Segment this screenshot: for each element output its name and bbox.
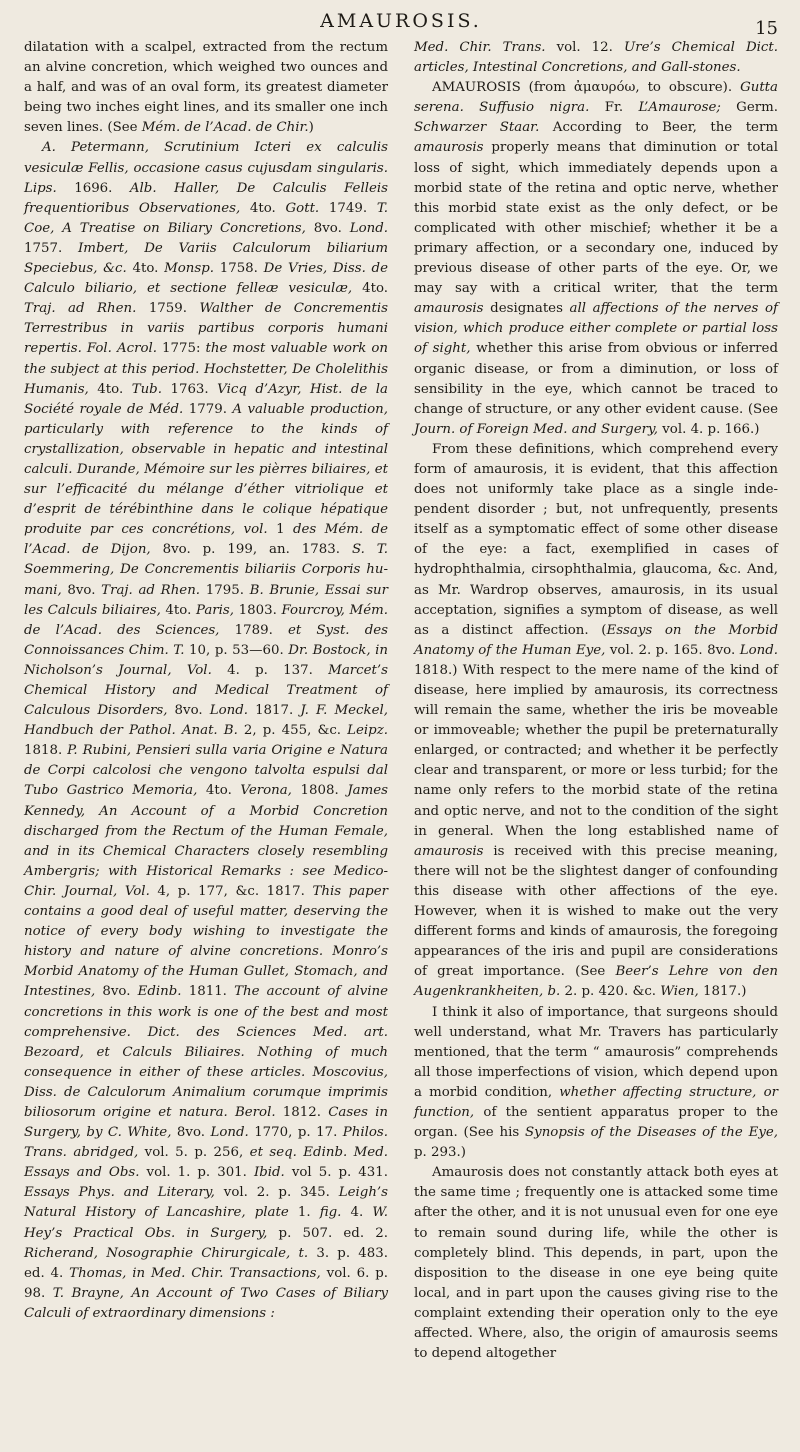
italic-text-run: Thomas, in Med. Chir. Transactions, bbox=[69, 1265, 321, 1281]
left-column bbox=[24, 38, 388, 1364]
italic-text-run: Verona, bbox=[240, 783, 292, 799]
text-run: vol. 4. p. 166.) bbox=[658, 421, 760, 437]
text-run: 1789. bbox=[219, 622, 288, 638]
italic-text-run: James Kennedy, An Account of a Morbid Concretion discharged from the Rectum of the Human Female, and in its Chemical Characters closely resembling Ambergris; with Historical Remarks : see Medico-Chir. Journal, Vol. bbox=[24, 783, 389, 899]
citation-paragraph bbox=[414, 38, 778, 78]
text-run: 1749. bbox=[319, 200, 377, 216]
text-run: of the sentient apparatus proper to the organ. (See his bbox=[414, 1104, 778, 1141]
text-run: 10, p. 53—60. bbox=[184, 642, 289, 658]
text-run: 1 bbox=[267, 522, 293, 538]
text-run: 4to. bbox=[160, 602, 196, 618]
text-run: 1817.) bbox=[698, 984, 747, 1000]
text-run: 8vo. bbox=[61, 582, 102, 598]
text-run: AMAUROSIS (from ἀμαυρόω, to obscure). bbox=[432, 80, 741, 96]
text-run: 4to. bbox=[240, 200, 286, 216]
text-run: I think it also of importance, that surgeons should well understand, what Mr. Travers has particularly mentioned, that the term “ amaurosis” comprehends all those imperfections of vision, which depend upon a morbid condition, bbox=[414, 1004, 778, 1100]
italic-text-run: Philos. Trans. abridged, bbox=[24, 1125, 389, 1161]
text-run: 8vo. bbox=[305, 220, 350, 236]
italic-text-run: Traj. ad Rhen. bbox=[24, 301, 137, 317]
text-run: vol. 6. p. 98. bbox=[24, 1265, 388, 1301]
italic-text-run: fig. bbox=[319, 1205, 342, 1221]
running-title: AMAUROSIS. bbox=[320, 10, 482, 32]
text-run: According to Beer, the term bbox=[539, 120, 778, 136]
text-run: 1759. bbox=[136, 301, 200, 317]
italic-text-run: Lond. bbox=[739, 642, 778, 658]
text-run: 1817. bbox=[247, 703, 301, 719]
italic-text-run: Essays Phys. and Literary, bbox=[24, 1185, 215, 1201]
text-run: p. 507. ed. 2. bbox=[267, 1225, 388, 1241]
italic-text-run: Cases in Surgery, by C. White, bbox=[24, 1104, 388, 1141]
text-run: 4to. bbox=[197, 783, 241, 799]
italic-text-run: et Syst. des Connoissances Chim. T. bbox=[24, 622, 389, 658]
text-run: 1757. bbox=[24, 240, 79, 256]
text-run: 1. bbox=[288, 1205, 320, 1221]
text-run: 2. p. 420. &c. bbox=[560, 984, 661, 1000]
text-run: 1818.) With respect to the mere name of the kind of disease, here implied by amaurosis, its correctness will remain the same, whether the iris be moveable or immoveable; whether the pupil be preternaturally enlarged, or contracted; and whether it be perfectly clear and transparent, or more or less turbid; for the name only refers to the morbid state of the retina and optic nerve, and not to the condition of the sight in general. When the long established name of bbox=[414, 662, 778, 839]
text-run: properly means that diminution or total loss of sight, which immediately depends upon a morbid state of the retina and optic nerve, whether this morbid state exist as the only defect, or be complicated with other mischief; whether it be a primary affection, or a secondary one, induced by previous disease of other parts of the eye. Or, we may say with a critical writer, that the term bbox=[414, 140, 778, 297]
italic-text-run: Alb. Haller, De Calculis Felleis frequentioribus Observationes, bbox=[24, 180, 388, 216]
text-run: vol. 12. bbox=[545, 40, 624, 55]
text-run: 8vo. bbox=[95, 984, 138, 1000]
amaurosis-definition-paragraph bbox=[414, 78, 778, 440]
italic-text-run: This paper contains a good deal of useful matter, deserving the notice of every body wishing to investigate the history and nature of alvine concretions. Monro’s Morbid Anatomy of the Human Gullet, Stomach, and Intestines, bbox=[24, 883, 388, 1000]
italic-text-run: B. Brunie, Essai sur les Calculs biliaires, bbox=[24, 582, 389, 618]
italic-text-run: the most valuable work on the subject at this period. Hochstetter, De Cholelithis Humanis, bbox=[24, 341, 388, 397]
italic-text-run: Tub. bbox=[131, 381, 162, 397]
italic-text-run: De Vries, Diss. de Calculo biliario, et sectione felleæ vesiculæ, bbox=[24, 261, 388, 297]
bibliography-paragraph bbox=[24, 138, 388, 1324]
text-run: 4to. bbox=[126, 261, 165, 277]
italic-text-run: Imbert, De Variis Calculorum biliarium Speciebus, &c. bbox=[24, 240, 388, 277]
italic-text-run: T. Brayne, An Account of Two Cases of Biliary Calculi of extraordinary dimensions : bbox=[24, 1285, 388, 1321]
italic-text-run: Traj. ad Rhen. bbox=[101, 582, 201, 598]
text-run: 4. bbox=[341, 1205, 373, 1221]
italic-text-run: Ibid. bbox=[253, 1165, 285, 1181]
italic-text-run: Gott. bbox=[285, 200, 320, 216]
italic-text-run: Lond. bbox=[349, 220, 388, 236]
paragraph bbox=[414, 1003, 778, 1164]
text-run: Fr. bbox=[589, 100, 639, 116]
text-run: 1795. bbox=[200, 582, 250, 598]
italic-text-run: Mém. de l’Acad. de Chir. bbox=[141, 120, 309, 136]
italic-text-run: Synopsis of the Diseases of the Eye, bbox=[525, 1125, 778, 1141]
text-run: 1763. bbox=[161, 381, 218, 397]
italic-text-run: A. Petermann, Scrutinium Icteri ex calculis vesiculæ Fellis, occasione casus cujusdam singularis. Lips. bbox=[24, 140, 388, 196]
paragraph bbox=[414, 440, 778, 1003]
text-run: Amaurosis does not constantly attack both eyes at the same time ; frequently one is attacked some time after the other, and it is not unusual even for one eye to remain sound during life, while the other is completely blind. This depends, in part, upon the disposition to the disease in one eye being quite local, and in part upon the causes giving rise to the complaint extending their operation only to the eye affected. Where, also, the origin of amaurosis seems to depend altogether bbox=[414, 1165, 778, 1362]
italic-text-run: J. F. Meckel, Handbuch der Pathol. Anat. B. bbox=[24, 703, 389, 739]
text-run: 4. p. 137. bbox=[211, 662, 329, 678]
text-run: p. 293.) bbox=[414, 1145, 466, 1161]
italic-text-run: A valuable production, particularly with reference to the kinds of crystallization, observable in hepatic and intestinal calculi. Durande, Mémoire sur les pièrres biliaires, et sur l’efficacité du mélange d’éther vitriolique et d’esprit de térébinthine dans le colique hépatique produite par ces concrétions, vol. bbox=[24, 401, 389, 538]
italic-text-run: Gutta serena. Suffusio nigra. bbox=[414, 80, 778, 116]
text-run: 8vo. bbox=[171, 1125, 211, 1141]
text-run: 4to. bbox=[88, 381, 132, 397]
italic-text-run: P. Rubini, Pensieri sulla varia Origine e Natura de Corpi calcolosi che vengono talvolta espulsi dal Tubo Gastrico Memoria, bbox=[24, 743, 388, 799]
text-run: vol. 5. p. 256, bbox=[138, 1145, 250, 1161]
text-run: designates bbox=[483, 301, 570, 317]
italic-text-run: Beer’s Lehre von den Augenkrankheiten, b. bbox=[414, 964, 778, 1000]
italic-text-run: amaurosis bbox=[414, 301, 484, 317]
italic-text-run: Leigh’s Natural History of Lancashire, plate bbox=[24, 1185, 389, 1221]
text-run: 1758. bbox=[214, 261, 264, 277]
paragraph bbox=[414, 1163, 778, 1364]
text-run: ) bbox=[308, 120, 314, 136]
italic-text-run: amaurosis bbox=[414, 843, 484, 859]
italic-text-run: Journ. of Foreign Med. and Surgery, bbox=[414, 421, 658, 437]
italic-text-run: Leipz. bbox=[347, 723, 388, 739]
text-run: vol. 2. p. 165. 8vo. bbox=[605, 642, 740, 658]
italic-text-run: Walther de Concrementis Terrestribus in variis partibus corporis humani repertis. Fol. Acrol. bbox=[24, 301, 389, 357]
italic-text-run: The account of alvine concretions in this work is one of the best and most comprehensive. Dict. des Sciences Med. art. Bezoard, et Calculs Biliaires. Nothing of much consequence in either of these articles. Moscovius, Diss. de Calculorum Animalium corumque imprimis biliosorum origine et natura. Berol. bbox=[24, 984, 389, 1120]
italic-text-run: L’Amaurose; bbox=[638, 100, 721, 116]
text-run: dilatation with a scalpel, extracted from the rectum an alvine concretion, which weighed two ounces and a half, and was of an oval form, its greatest diameter being two inches eight lines, and its smaller one inch seven lines. (See bbox=[24, 40, 388, 136]
text-run: vol 5. p. 431. bbox=[284, 1165, 388, 1181]
italic-text-run: T. Coe, A Treatise on Biliary Concretions, bbox=[24, 200, 388, 236]
text-columns bbox=[24, 38, 778, 1364]
italic-text-run: Essays on the Morbid Anatomy of the Human Eye, bbox=[414, 622, 778, 658]
text-run: 1770, p. 17. bbox=[248, 1125, 343, 1141]
italic-text-run: Edinb. bbox=[137, 984, 182, 1000]
italic-text-run: Marcet’s Chemical History and Medical Treatment of Calculous Disorders, bbox=[24, 662, 388, 719]
text-run: 3. p. 483. ed. 4. bbox=[24, 1245, 389, 1281]
text-run: is received with this precise meaning, there will not be the slightest danger of confounding this disease with other affections of the eye. However, when it is wished to make out the very different forms and kinds of amaurosis, the foregoing appearances of the iris and pupil are considerations of great importance. (See bbox=[414, 843, 778, 980]
page-number: 15 bbox=[755, 18, 778, 39]
right-column bbox=[414, 38, 778, 1364]
italic-text-run: Ure’s Chemical Dict. articles, Intestinal Concretions, and Gall-stones. bbox=[414, 40, 778, 76]
italic-text-run: des Mém. de l’Acad. de Dijon, bbox=[24, 522, 388, 558]
text-run: vol. 2. p. 345. bbox=[214, 1185, 339, 1201]
italic-text-run: Schwarzer Staar. bbox=[414, 120, 540, 136]
italic-text-run: Vicq d’Azyr, Hist. de la Société royale de Méd. bbox=[24, 381, 388, 417]
italic-text-run: W. Hey’s Practical Obs. in Surgery, bbox=[24, 1205, 388, 1241]
italic-text-run: Fourcroy, Mém. de l’Acad. des Sciences, bbox=[24, 602, 388, 638]
paragraph bbox=[24, 38, 388, 138]
text-run: 1696. bbox=[56, 180, 130, 196]
italic-text-run: Wien, bbox=[660, 984, 699, 1000]
text-run: 1812. bbox=[275, 1104, 329, 1120]
text-run: whether this arise from obvious or inferred organic disease, or from a diminution, or loss of sensibility in the eye, which cannot be traced to change of structure, or any other evident cause. (See bbox=[414, 341, 778, 417]
text-run: 1779. bbox=[183, 401, 233, 417]
italic-text-run: Richerand, Nosographie Chirurgicale, t. bbox=[24, 1245, 309, 1261]
text-run: 8vo. p. 199, an. 1783. bbox=[150, 542, 352, 558]
text-run: 8vo. bbox=[167, 703, 210, 719]
italic-text-run: Lond. bbox=[210, 1125, 249, 1141]
text-run: 1808. bbox=[291, 783, 348, 799]
italic-text-run: Lond. bbox=[209, 703, 248, 719]
text-run: 2, p. 455, &c. bbox=[237, 723, 348, 739]
italic-text-run: Dr. Bostock, in Nicholson’s Journal, Vol. bbox=[24, 642, 388, 678]
text-run: 1775: bbox=[157, 341, 206, 357]
italic-text-run: Med. Chir. Trans. bbox=[414, 40, 546, 55]
text-run: From these definitions, which comprehend every form of amaurosis, it is evident, that this affection does not uniformly take place as a single independent disorder ; but, not unfrequently, presents itself as a symptomatic effect of some other disease of the eye: a fact, exemplified in cases of hydrophthalmia, cirsophthalmia, glaucoma, &c. And, as Mr. Wardrop observes, amaurosis, in its usual acceptation, signifies a symptom of disease, as well as a distinct affection. ( bbox=[414, 441, 778, 638]
text-run: Germ. bbox=[720, 100, 778, 116]
italic-text-run: S. T. Soemmering, De Concrementis biliariis Corporis humani, bbox=[24, 542, 388, 598]
text-run: vol. 1. p. 301. bbox=[139, 1165, 254, 1181]
italic-text-run: all affections of the nerves of vision, which produce either complete or partial loss of sight, bbox=[414, 301, 778, 357]
italic-text-run: amaurosis bbox=[414, 140, 484, 156]
text-run: 4, p. 177, &c. 1817. bbox=[149, 883, 313, 899]
italic-text-run: whether affecting structure, or function, bbox=[414, 1084, 778, 1120]
text-run: 1811. bbox=[181, 984, 235, 1000]
text-run: 1803. bbox=[234, 602, 282, 618]
text-run: 4to. bbox=[352, 281, 388, 297]
running-head bbox=[24, 10, 778, 38]
italic-text-run: Paris, bbox=[195, 602, 235, 618]
text-run: 1818. bbox=[24, 743, 68, 759]
italic-text-run: et seq. Edinb. Med. Essays and Obs. bbox=[24, 1145, 388, 1181]
italic-text-run: Monsp. bbox=[164, 261, 214, 277]
